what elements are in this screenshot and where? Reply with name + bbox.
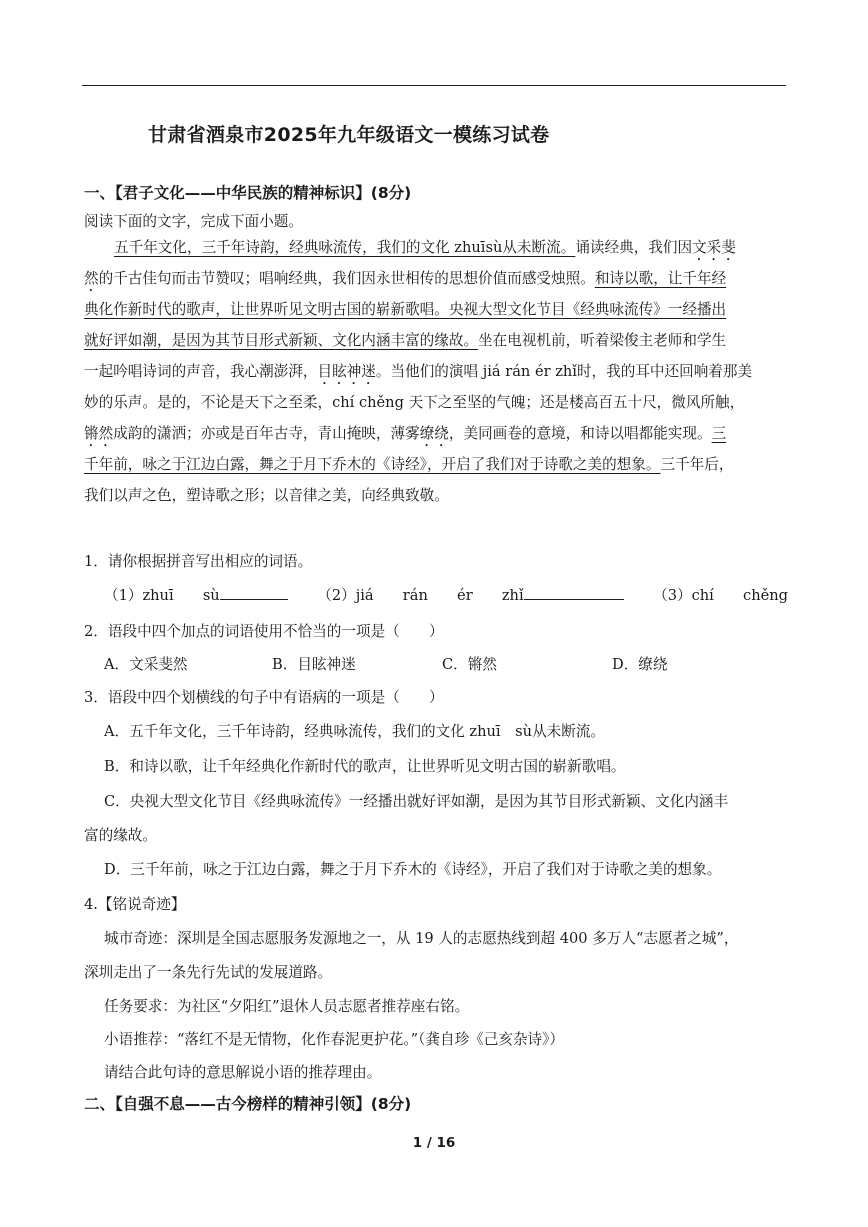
q4-context-line-1: 城市奇迹：深圳是全国志愿服务发源地之一，从 19 人的志愿热线到超 400 多万人“志愿者之城”， — [104, 930, 739, 947]
page-number: 1 / 16 — [412, 1135, 456, 1151]
q1-item-1: （1）zhuī sù — [104, 584, 288, 605]
section-1-heading: 一、【君子文化——中华民族的精神标识】(8分) — [84, 184, 412, 202]
question-1-items — [104, 584, 788, 605]
underlined-sentence-a: 五千年文化，三千年诗韵，经典咏流传，我们的文化 zhuīsù从未断流。 — [114, 239, 576, 256]
q3-option-d[interactable]: D．三千年前，咏之于江边白露，舞之于月下乔木的《诗经》，开启了我们对于诗歌之美的想象。 — [104, 861, 722, 878]
q3-option-c-cont: 富的缘故。 — [84, 827, 157, 844]
underlined-sentence-b: 和诗以歌，让千年经 — [594, 270, 727, 287]
dotted-word-a: 文采斐 — [692, 239, 736, 256]
question-1-stem: 1．请你根据拼音写出相应的词语。 — [84, 553, 313, 570]
dotted-word-a-end: 然 — [84, 270, 99, 287]
passage-text: 坐在电视机前，听着梁俊主老师和学生 — [478, 332, 727, 349]
passage-text: 的千古佳句而击节赞叹；唱响经典，我们因永世相传的思想价值而感受烛照。 — [98, 270, 595, 287]
underlined-sentence-d: 三 — [711, 425, 727, 442]
question-3-stem: 3．语段中四个划横线的句子中有语病的一项是（ ） — [84, 689, 444, 706]
dotted-word-d: 缭绕 — [419, 425, 449, 442]
answer-blank-1[interactable] — [220, 585, 288, 600]
passage-text: 成韵的潇洒；亦或是百年古寺，青山掩映，薄雾 — [113, 425, 420, 442]
question-2-stem: 2．语段中四个加点的词语使用不恰当的一项是（ ） — [84, 623, 444, 640]
passage-line — [84, 418, 788, 449]
passage-text: 诵读经典，我们因 — [575, 239, 693, 256]
q1-item-3: （3）chí chěng — [653, 587, 788, 604]
underlined-sentence-b-cont: 典化作新时代的歌声，让世界听见文明古国的崭新歌唱。 — [84, 301, 449, 318]
page-title: 甘肃省酒泉市2025年九年级语文一模练习试卷 — [148, 124, 550, 146]
q3-option-c[interactable]: C．央视大型文化节目《经典咏流传》一经播出就好评如潮，是因为其节目形式新颖、文化内涵丰 — [104, 793, 729, 810]
q1-item-2: （2）jiá rán ér zhǐ — [317, 584, 623, 605]
passage-line: 妙的乐声。是的，不论是天下之至柔，chí chěng 天下之至坚的气魄；还是楼高百五十尺，微风所触， — [84, 394, 745, 411]
passage-text: ，美同画卷的意境，和诗以唱都能实现。 — [448, 425, 712, 442]
answer-blank-2[interactable] — [524, 585, 624, 600]
q3-option-a[interactable]: A．五千年文化，三千年诗韵，经典咏流传，我们的文化 zhuī sù从未断流。 — [104, 723, 606, 740]
section-1-instruction: 阅读下面的文字，完成下面小题。 — [84, 213, 303, 230]
underlined-sentence-c-cont: 就好评如潮，是因为其节目形式新颖、文化内涵丰富的缘故。 — [84, 332, 479, 349]
passage-line — [84, 294, 788, 325]
header-rule — [82, 85, 786, 86]
q4-recommendation: 小语推荐：“落红不是无情物，化作春泥更护花。”（龚自珍《己亥杂诗》） — [104, 1031, 565, 1048]
passage-text: 。当他们的演唱 jiá rán ér zhǐ时，我的耳中还回响着那美 — [375, 363, 753, 380]
question-2-options — [104, 653, 667, 674]
q4-task: 任务要求：为社区“夕阳红”退休人员志愿者推荐座右铭。 — [104, 998, 470, 1015]
passage-text: 三千年后， — [660, 456, 734, 473]
q4-ask: 请结合此句诗的意思解说小语的推荐理由。 — [104, 1064, 382, 1081]
passage-text: 一起吟唱诗词的声音，我心潮澎湃， — [84, 363, 318, 380]
underlined-sentence-c: 央视大型文化节目《经典咏流传》一经播出 — [448, 301, 727, 318]
reading-passage — [84, 232, 788, 511]
passage-line: 我们以声之色，塑诗歌之形；以音律之美，向经典致敬。 — [84, 487, 449, 504]
option-a[interactable]: A．文采斐然 — [104, 656, 188, 673]
section-2-heading: 二、【自强不息——古今榜样的精神引领】(8分) — [84, 1095, 412, 1113]
dotted-word-c: 锵然 — [84, 425, 114, 442]
passage-line — [84, 325, 788, 356]
passage-line — [84, 263, 788, 294]
option-d[interactable]: D．缭绕 — [612, 656, 668, 673]
question-4-stem: 4.【铭说奇迹】 — [84, 896, 186, 913]
option-b[interactable]: B．目眩神迷 — [272, 656, 356, 673]
q4-context-line-2: 深圳走出了一条先行先试的发展道路。 — [84, 964, 333, 981]
passage-line — [84, 356, 788, 387]
option-c[interactable]: C．锵然 — [442, 656, 497, 673]
underlined-sentence-d-cont: 千年前，咏之于江边白露，舞之于月下乔木的《诗经》，开启了我们对于诗歌之美的想象。 — [84, 456, 661, 473]
q3-option-b[interactable]: B．和诗以歌，让千年经典化作新时代的歌声，让世界听见文明古国的崭新歌唱。 — [104, 758, 626, 775]
dotted-word-b: 目眩神迷 — [317, 363, 376, 380]
passage-line — [84, 449, 788, 480]
passage-line — [84, 232, 788, 263]
